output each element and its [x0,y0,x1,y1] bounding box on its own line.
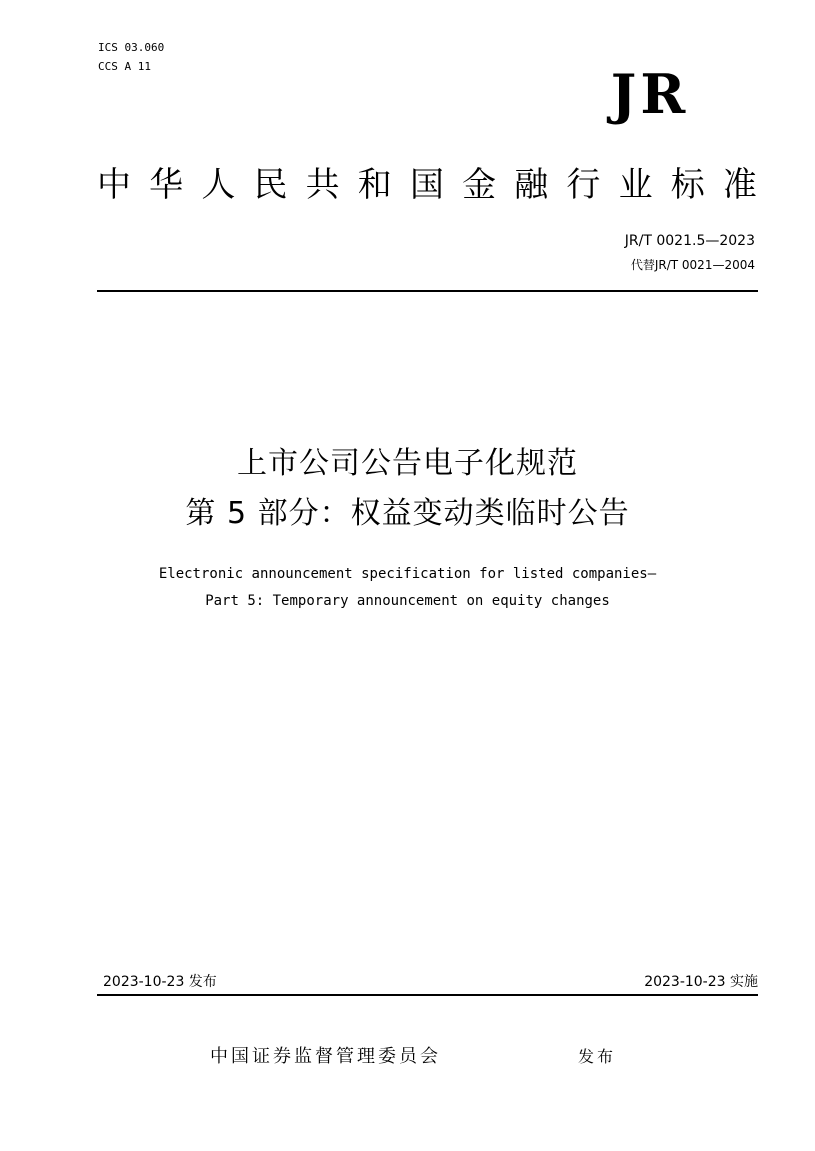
ics-code: ICS 03.060 [98,41,165,54]
category-char: 人 [201,165,236,205]
standard-category-heading [97,162,757,208]
category-char: 和 [357,165,392,205]
standard-number: JR/T 0021.5—2023 [624,233,755,249]
issuing-authority: 中国证券监督管理委员会 [210,1046,441,1067]
category-char: 民 [253,165,288,205]
category-char: 准 [722,165,757,205]
jr-logo: JR [610,62,690,126]
title-chinese-part: 第 5 部分：权益变动类临时公告 [185,496,630,531]
category-char: 中 [97,165,131,205]
category-char: 金 [462,165,497,205]
category-char: 华 [149,165,184,205]
issue-date: 2023-10-23 发布 [103,974,217,990]
title-chinese-main: 上市公司公告电子化规范 [237,446,578,481]
category-char: 共 [305,165,340,205]
footer-divider [97,994,758,996]
implementation-date: 2023-10-23 实施 [644,974,758,990]
header-divider [97,290,758,292]
replaced-standard: 代替JR/T 0021—2004 [630,258,755,272]
title-english-part: Part 5: Temporary announcement on equity changes [205,593,610,609]
category-char: 业 [618,165,653,205]
category-char: 行 [566,165,601,205]
ccs-code: CCS A 11 [98,60,151,73]
title-english-main: Electronic announcement specification for listed companies— [158,566,657,582]
category-char: 标 [670,165,705,205]
category-char: 国 [409,165,444,205]
issuing-action: 发布 [578,1047,617,1066]
category-char: 融 [514,165,549,205]
